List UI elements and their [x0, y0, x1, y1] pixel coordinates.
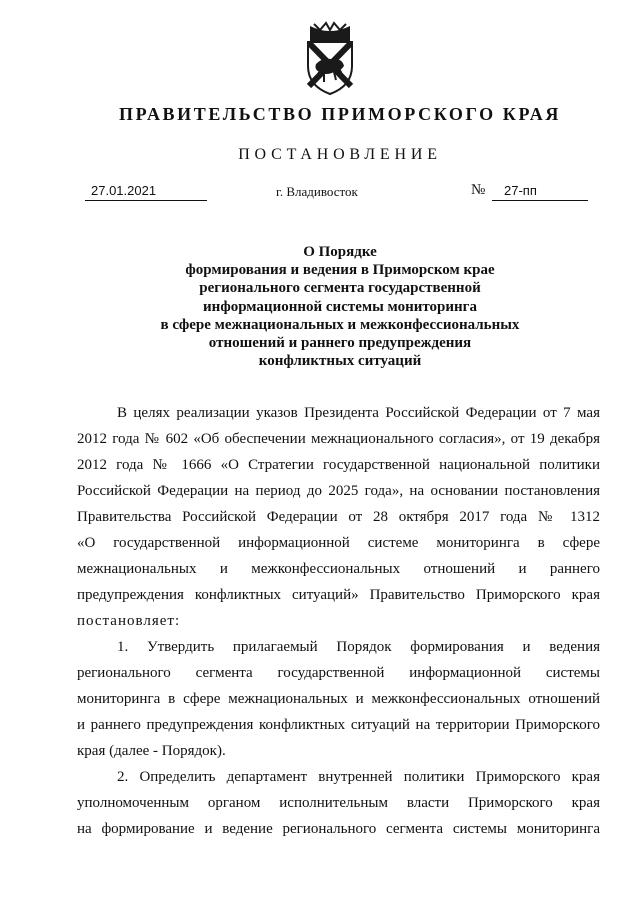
item1-line: и раннего предупреждения конфликтных ситуаций на территории Приморского	[77, 717, 600, 733]
heading-line: формирования и ведения в Приморском крае	[185, 262, 495, 279]
preamble-line: «О государственной информационной системе мониторинга в сфере	[77, 535, 600, 551]
document-number-field	[492, 182, 588, 201]
preamble-line: постановляет:	[77, 613, 181, 629]
item2-line: уполномоченным органом исполнительным власти Приморского края	[77, 795, 600, 811]
item1-line: регионального сегмента государственной информационной системы	[77, 665, 600, 681]
heading-line: О Порядке	[303, 244, 377, 260]
preamble-line: межнациональных и межконфессиональных отношений и раннего	[77, 561, 600, 577]
item1-line: края (далее - Порядок).	[77, 743, 226, 759]
item2-line: 2. Определить департамент внутренней политики Приморского края	[117, 769, 600, 785]
item1-line: мониторинга в сфере межнациональных и межконфессиональных отношений	[77, 691, 600, 707]
heading-line: отношений и раннего предупреждения	[208, 335, 472, 352]
heading-line: конфликтных ситуаций	[258, 353, 422, 370]
document-date: 27.01.2021	[91, 183, 157, 198]
document-city: г. Владивосток	[276, 184, 358, 199]
item2-line: на формирование и ведение регионального сегмента системы мониторинга	[77, 821, 600, 837]
preamble-line: Российской Федерации на период до 2025 года», на основании постановления	[77, 483, 600, 499]
government-title: ПРАВИТЕЛЬСТВО ПРИМОРСКОГО КРАЯ	[119, 104, 561, 124]
preamble-line: предупреждения конфликтных ситуаций» Правительство Приморского края	[77, 587, 600, 603]
item1-line: 1. Утвердить прилагаемый Порядок формирования и ведения	[117, 639, 600, 655]
coat-of-arms-icon	[300, 20, 360, 96]
document-number: 27-пп	[504, 183, 537, 198]
document-date-field	[85, 182, 207, 201]
preamble-line: Правительства Российской Федерации от 28 октября 2017 года № 1312	[77, 509, 600, 525]
document-heading	[0, 243, 640, 370]
preamble-line: 2012 года № 602 «Об обеспечении межнационального согласия», от 19 декабря	[77, 431, 600, 447]
document-type: ПОСТАНОВЛЕНИЕ	[238, 146, 442, 163]
preamble-line: 2012 года № 1666 «О Стратегии государственной национальной политики	[77, 457, 600, 473]
heading-line: в сфере межнациональных и межконфессиональных	[160, 316, 520, 333]
heading-line: регионального сегмента государственной	[199, 280, 481, 297]
heading-line: информационной системы мониторинга	[203, 298, 477, 315]
preamble-line: В целях реализации указов Президента Российской Федерации от 7 мая	[117, 405, 600, 421]
number-label: №	[471, 182, 486, 198]
document-body	[77, 400, 600, 842]
